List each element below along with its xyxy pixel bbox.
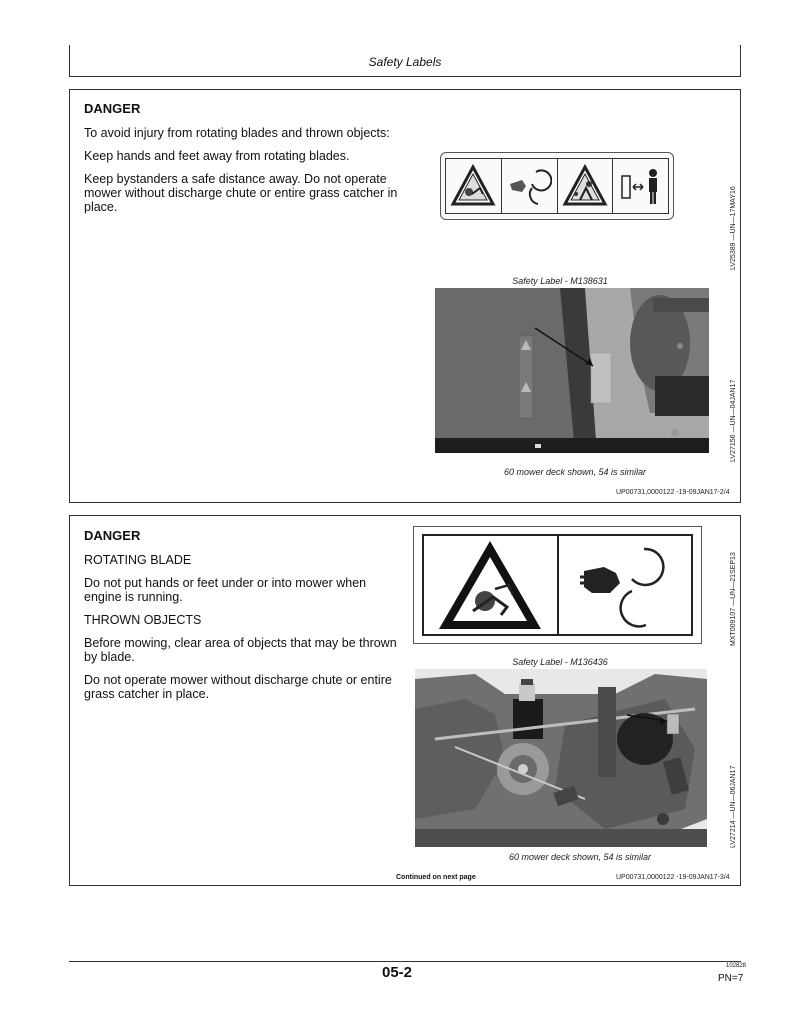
section-2-paragraph: Do not operate mower without discharge chute or entire grass catcher in place.: [84, 673, 392, 701]
photo-caption: 60 mower deck shown, 54 is similar: [503, 467, 647, 477]
warning-triangle-icon: [446, 159, 502, 213]
section-2-paragraph: THROWN OBJECTS: [84, 613, 202, 627]
reference-code: UP00731,0000122 -19-09JAN17-2/4: [616, 489, 730, 496]
safety-label-m136436: [413, 526, 702, 644]
label-caption: Safety Label - M138631: [512, 276, 608, 286]
section-2-heading: DANGER: [84, 528, 141, 543]
label-caption: Safety Label - M136436: [512, 657, 608, 667]
footer-rule: [69, 961, 741, 962]
page-header: [69, 45, 741, 77]
warning-triangle-icon: [424, 536, 559, 634]
safety-label-m138631: [440, 152, 674, 220]
page-number: 05-2: [381, 964, 413, 981]
danger-section-2: [69, 515, 741, 886]
section-1-text: [84, 102, 404, 223]
section-2-paragraph: ROTATING BLADE: [84, 553, 192, 567]
section-1-paragraph: Keep bystanders a safe distance away. Do not operate mower without discharge chute or entire grass catcher in place.: [84, 172, 398, 214]
photo-code: LV27214 —UN—06JAN17: [730, 765, 737, 848]
bystander-distance-icon: [613, 159, 668, 213]
thrown-objects-triangle-icon: [558, 159, 614, 213]
section-2-paragraph: Do not put hands or feet under or into mower when engine is running.: [84, 576, 367, 604]
mower-deck-photo: [435, 288, 709, 453]
section-2-text: [84, 529, 404, 710]
rotating-blade-hand-icon: [502, 159, 558, 213]
section-1-paragraph: Keep hands and feet away from rotating blades.: [84, 149, 350, 163]
section-1-heading: DANGER: [84, 101, 141, 116]
danger-section-1: [69, 89, 741, 503]
photo-code: LV27156 —UN—04JAN17: [730, 379, 737, 462]
header-title: Safety Labels: [368, 55, 442, 69]
photo-caption: 60 mower deck shown, 54 is similar: [508, 852, 652, 862]
label-code: MXT009107 —UN—21SEP13: [730, 552, 737, 646]
mower-deck-photo: [415, 669, 707, 847]
footer-small-code: 102828: [726, 963, 747, 969]
continued-note: Continued on next page: [396, 874, 476, 881]
pn-label: PN=7: [718, 973, 744, 984]
rotating-blade-hand-icon: [559, 536, 692, 634]
section-2-paragraph: Before mowing, clear area of objects that may be thrown by blade.: [84, 636, 397, 664]
reference-code: UP00731,0000122 -19-09JAN17-3/4: [616, 874, 730, 881]
label-code: LV25389 —UN—17MAY16: [730, 186, 737, 270]
section-1-paragraph: To avoid injury from rotating blades and thrown objects:: [84, 126, 390, 140]
